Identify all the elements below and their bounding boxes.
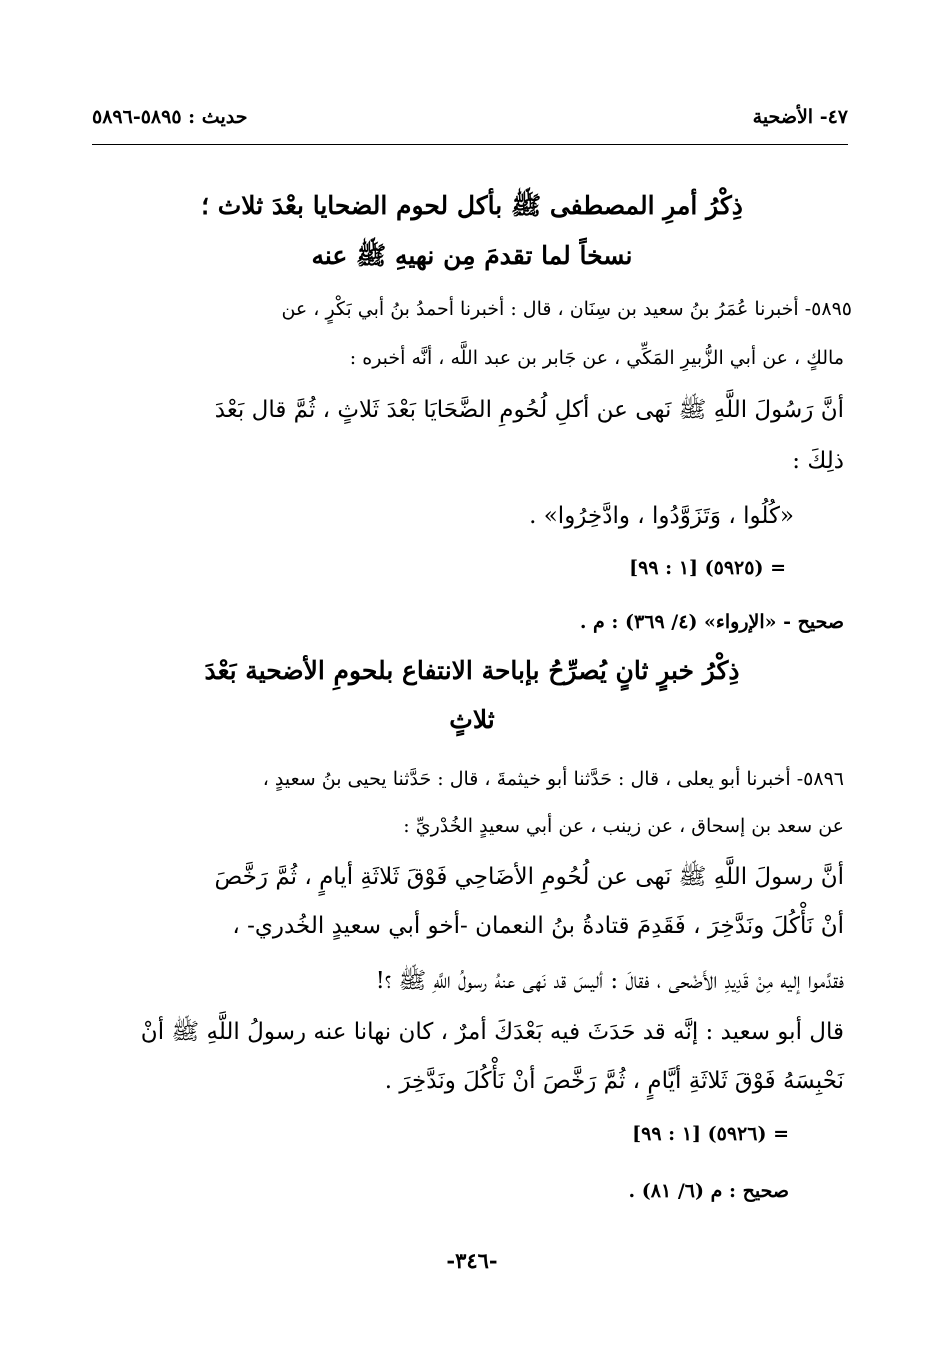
header-divider xyxy=(92,144,848,145)
section-title: ثلاثٍ xyxy=(449,705,495,734)
matn-line: ذلِكَ : xyxy=(792,448,844,474)
matn-line: فقدَّموا إليه مِنْ قَدِيدِ الأَضْحى ، فقالَ : أليسَ قد نَهى عنهُ رسولُ اللَّهِ ﷺ ؟! xyxy=(375,968,844,994)
grading: صحيح - «الإرواء» (٤/ ٣٦٩) : م . xyxy=(579,611,844,633)
hadith-range-header: حديث : ٥٨٩٥-٥٨٩٦ xyxy=(92,106,248,128)
section-title: ذِكْرُ خبرٍ ثانٍ يُصرِّحُ بإباحة الانتفاع بلحومِ الأضحية بَعْدَ xyxy=(204,656,740,685)
section-title: نسخاً لما تقدمَ مِن نهيهِ ﷺ عنه xyxy=(311,241,633,270)
matn-line: أنَّ رَسُولَ اللَّهِ ﷺ نَهى عن أكلِ لُحُومِ الضَّحَايَا بَعْدَ ثَلاثٍ ، ثُمَّ قال بَعْدَ xyxy=(214,397,844,423)
isnad-line: ٥٨٩٥- أخبرنا عُمَرُ بنُ سعيد بن سِنَان ، قال : أخبرنا أحمدُ بنُ أبي بَكْرٍ ، عن xyxy=(281,298,852,320)
grading: صحيح : م (٦/ ٨١) . xyxy=(628,1180,789,1202)
matn-line: «كُلُوا ، وَتَزَوَّدُوا ، وادَّخِرُوا» . xyxy=(529,503,794,529)
matn-line: أنَّ رسولَ اللَّهِ ﷺ نَهى عن لُحُومِ الأضَاحِي فَوْقَ ثَلاثَةِ أيامٍ ، ثُمَّ رَخَّصَ xyxy=(214,864,844,890)
matn-line: أنْ نَأْكُلَ ونَدَّخِرَ ، فَقَدِمَ قتادةُ بنُ النعمان -أخو أبي سعيدٍ الخُدري- ، xyxy=(232,913,844,939)
matn-line: قال أبو سعيد : إنَّه قد حَدَثَ فيه بَعْدَكَ أمرٌ ، كان نهانا عنه رسولُ اللَّهِ ﷺ أنْ xyxy=(140,1019,844,1045)
section-title: ذِكْرُ أمرِ المصطفى ﷺ بأكل لحوم الضحايا بعْدَ ثلاث ؛ xyxy=(201,191,743,220)
isnad-line: عن سعد بن إسحاق ، عن زينب ، عن أبي سعيدٍ الخُدْريِّ : xyxy=(403,815,844,837)
page-number: -٣٤٦- xyxy=(446,1248,498,1273)
isnad-line: ٥٨٩٦- أخبرنا أبو يعلى ، قال : حَدَّثنا أبو خيثمةَ ، قال : حَدَّثنا يحيى بنُ سعيدٍ ، xyxy=(262,768,844,790)
cross-reference: = (٥٩٢٥) [١ : ٩٩] xyxy=(629,557,786,579)
chapter-header: ٤٧- الأضحية xyxy=(752,106,848,128)
matn-line: نَحْبِسَهُ فَوْقَ ثَلاثَةِ أيَّامٍ ، ثُمَّ رَخَّصَ أنْ نَأْكُلَ ونَدَّخِرَ . xyxy=(384,1068,844,1094)
cross-reference: = (٥٩٢٦) [١ : ٩٩] xyxy=(632,1123,789,1145)
isnad-line: مالكٍ ، عن أبي الزُّبيرِ المَكِّي ، عن جَابر بن عبد اللَّه ، أنَّه أخبره : xyxy=(349,347,844,369)
